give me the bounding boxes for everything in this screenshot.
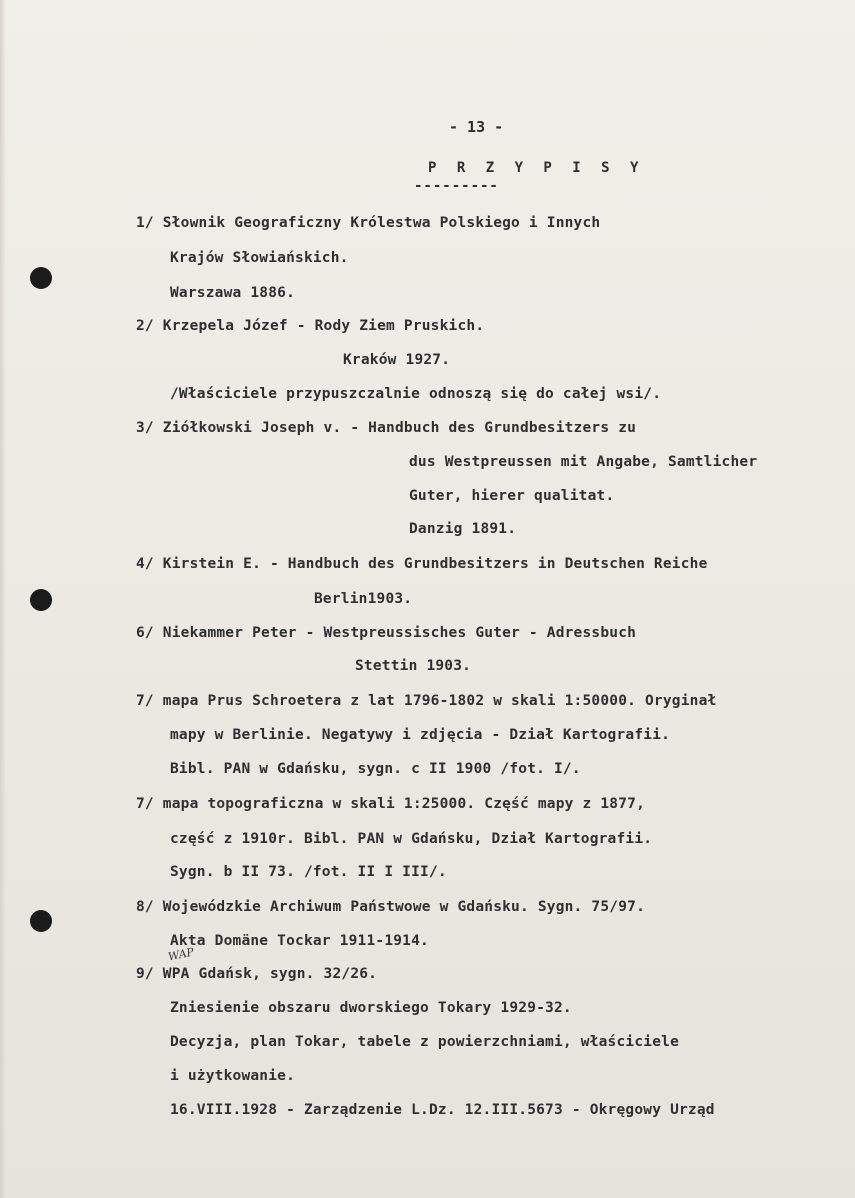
footnote-line: i użytkowanie. [170, 1068, 296, 1084]
footnote-line: 6/ Niekammer Peter - Westpreussisches Guter - Adressbuch [136, 625, 637, 641]
page-number: - 13 - [449, 118, 504, 136]
page-title: P R Z Y P I S Y [428, 160, 645, 176]
footnote-line: 1/ Słownik Geograficzny Królestwa Polskiego i Innych [136, 215, 601, 231]
footnote-line: 7/ mapa Prus Schroetera z lat 1796-1802 w skali 1:50000. Oryginał [136, 693, 717, 709]
handwritten-annotation: WAP [166, 945, 196, 964]
punch-hole [30, 267, 52, 289]
punch-hole [30, 910, 52, 932]
punch-hole [30, 589, 52, 611]
title-underline: --------- [414, 178, 499, 194]
footnote-line: 16.VIII.1928 - Zarządzenie L.Dz. 12.III.5673 - Okręgowy Urząd [170, 1102, 715, 1118]
footnote-line: Berlin1903. [314, 591, 413, 607]
footnote-line: 7/ mapa topograficzna w skali 1:25000. Część mapy z 1877, [136, 796, 645, 812]
footnote-line: Decyzja, plan Tokar, tabele z powierzchniami, właściciele [170, 1034, 679, 1050]
footnote-line: 9/ WPA Gdańsk, sygn. 32/26. [136, 966, 378, 982]
footnote-line: Bibl. PAN w Gdańsku, sygn. c II 1900 /fot. I/. [170, 761, 581, 777]
footnote-line: mapy w Berlinie. Negatywy i zdjęcia - Dział Kartografii. [170, 727, 671, 743]
footnote-line: 3/ Ziółkowski Joseph v. - Handbuch des Grundbesitzers zu [136, 420, 637, 436]
footnote-line: dus Westpreussen mit Angabe, Samtlicher [409, 454, 758, 470]
footnote-line: Krajów Słowiańskich. [170, 250, 349, 266]
footnote-line: Kraków 1927. [343, 352, 451, 368]
footnote-line: Stettin 1903. [355, 658, 472, 674]
footnote-line: część z 1910r. Bibl. PAN w Gdańsku, Dział Kartografii. [170, 831, 653, 847]
footnote-line: Guter, hierer qualitat. [409, 488, 615, 504]
footnote-line: Danzig 1891. [409, 521, 517, 537]
page-edge-shadow [0, 0, 6, 1198]
footnote-line: /Właściciele przypuszczalnie odnoszą się do całej wsi/. [170, 386, 662, 402]
footnote-line: Sygn. b II 73. /fot. II I III/. [170, 864, 447, 880]
footnote-line: Akta Domäne Tockar 1911-1914. [170, 933, 429, 949]
footnote-line: Zniesienie obszaru dworskiego Tokary 1929-32. [170, 1000, 572, 1016]
footnote-line: Warszawa 1886. [170, 285, 296, 301]
footnote-line: 8/ Wojewódzkie Archiwum Państwowe w Gdańsku. Sygn. 75/97. [136, 899, 645, 915]
footnote-line: 2/ Krzepela Józef - Rody Ziem Pruskich. [136, 318, 485, 334]
footnote-line: 4/ Kirstein E. - Handbuch des Grundbesitzers in Deutschen Reiche [136, 556, 708, 572]
